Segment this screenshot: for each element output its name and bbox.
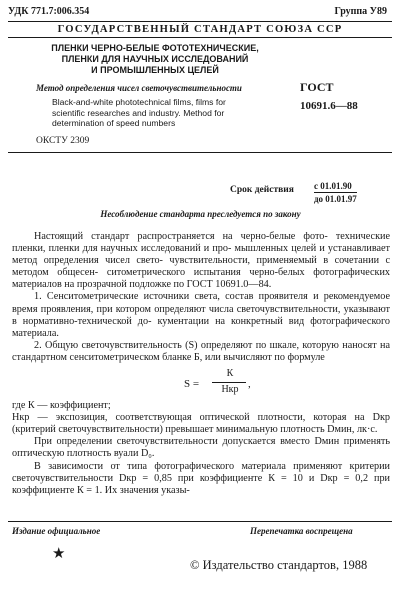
text-line: минимальную плотность Dмин, лк·с. (216, 424, 378, 436)
formula-lhs: S = (184, 378, 200, 391)
okstu-code: ОКСТУ 2309 (36, 136, 90, 146)
text-line: Hкр — экспозиция, соответствующая оптической плотности, (12, 412, 314, 424)
speed-formula (12, 368, 390, 398)
star-icon: ★ (52, 546, 66, 562)
text-line: Настоящий стандарт распространяется на черно-белые фото- (34, 231, 336, 242)
english-title-line: scientific researches and industry. Method for (52, 107, 225, 118)
text-line: ситометрического испытания черно-белых фотографических (106, 267, 390, 279)
text-line: К = 10 и Dкр = 0,2 при коэффициенте К = 1. Их значения указы- (12, 472, 390, 496)
validity-dates (314, 180, 357, 205)
group-code: Группа У89 (334, 6, 387, 17)
document-body (12, 231, 390, 497)
violation-notice: Несоблюдение стандарта преследуется по закону (100, 209, 301, 219)
criteria-paragraph (12, 461, 390, 497)
allowed-paragraph (12, 436, 390, 460)
formula-trail: , (248, 378, 251, 391)
header-divider (8, 152, 392, 153)
formula-numerator: К (226, 368, 234, 380)
text-line: При определении светочувствительности допускается вместо (34, 436, 315, 448)
title-line: И ПРОМЫШЛЕННЫХ ЦЕЛЕЙ (91, 65, 219, 75)
english-title-line: determination of speed numbers (52, 118, 176, 128)
clause-1 (12, 291, 390, 339)
reprint-prohibited-label: Перепечатка воспрещена (250, 526, 353, 536)
udk-code: УДК 771.7:006.354 (8, 6, 90, 17)
text-line: которая на Dкр (критерий светочувствительности) превышает (12, 412, 390, 436)
text-line: Dмин применять оптическую плотность вуали D₀. (12, 436, 390, 460)
validity-to: до 01.01.97 (314, 194, 357, 204)
state-standard-banner: ГОСУДАРСТВЕННЫЙ СТАНДАРТ СОЮЗА ССР (8, 21, 392, 38)
intro-paragraph (12, 231, 390, 291)
english-title (52, 97, 226, 129)
gost-label: ГОСТ (300, 80, 334, 94)
document-title (30, 43, 280, 76)
copyright-line: © Издательство стандартов, 1988 (190, 558, 368, 572)
text-line: мышленных целей и устанавливает метод определения чисел свето- (12, 243, 390, 267)
gost-number: 10691.6—88 (300, 100, 358, 112)
fraction-bar (212, 382, 246, 383)
hkr-definition (12, 412, 390, 436)
text-line: рекомендуемое время проявления, при котором определяют числа (12, 291, 390, 315)
footer-divider (8, 521, 392, 522)
text-line: 2. Общую светочувствительность (S) определяют по шкале, (34, 339, 303, 351)
text-line: В зависимости от типа фотографического материала применяют (34, 460, 350, 472)
official-edition-label: Издание официальное (12, 526, 101, 536)
text-line: 1. Сенситометрические источники света, состав проявителя и (34, 291, 324, 303)
text-line: чувствительности, применяемый в сочетании с методом общесен- (12, 255, 390, 279)
text-line: которую наносят на стандартном сенситометрическом бланке Б, (12, 339, 391, 363)
formula-denominator: Hкр (221, 384, 239, 396)
text-line: кументации на конкретный вид фотографического материала. (12, 315, 390, 339)
title-line: ПЛЕНКИ ЧЕРНО-БЕЛЫЕ ФОТОТЕХНИЧЕСКИЕ, (51, 43, 259, 53)
title-line: ПЛЕНКИ ДЛЯ НАУЧНЫХ ИССЛЕДОВАНИЙ (61, 54, 249, 64)
validity-from: с 01.01.90 (314, 180, 357, 193)
text-line: светочувствительности, указывают в нормативно-технической до- (12, 303, 391, 327)
method-subtitle: Метод определения чисел светочувствительности (36, 83, 242, 93)
clause-2 (12, 340, 390, 364)
text-line: материалов на прозрачной подложке по ГОСТ 10691.0—84. (12, 279, 272, 291)
where-k-line: где К — коэффициент; (12, 400, 111, 412)
text-line: критерии светочувствительности Dкр = 0,85 при коэффициенте (12, 460, 390, 484)
validity-label: Срок действия (230, 185, 294, 195)
text-line: или вычисляют по формуле (204, 351, 325, 363)
english-title-line: Black-and-white phototechnical films, films for (52, 97, 226, 107)
text-line: технические пленки, пленки для научных исследований и про- (12, 231, 390, 255)
